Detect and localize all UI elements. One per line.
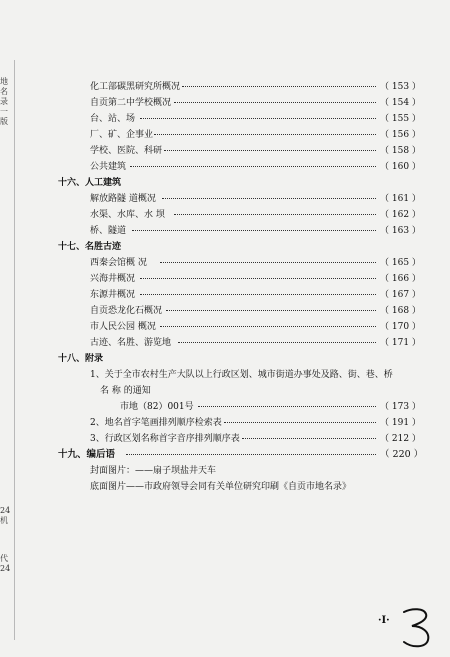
leader-dots [162,198,376,199]
edge-mark: 一 [0,107,8,116]
section-number: 十七、 [58,242,86,252]
entry-title: 厂、矿、企事业 [90,130,154,140]
toc-entry[interactable] [90,224,430,238]
entry-title: 台、站、场 [90,114,136,124]
entry-page: （ 171 ） [380,338,421,348]
section-title: 人工建筑 [85,178,122,188]
entry-page: （ 158 ） [380,146,421,156]
entry-page: （ 163 ） [380,226,421,236]
edge-mark: 24 [0,564,11,573]
leader-dots [164,150,376,151]
toc-entry[interactable] [90,320,430,334]
entry-page: （ 165 ） [380,258,421,268]
entry-page: （ 161 ） [380,194,421,204]
toc-entry[interactable] [90,112,430,126]
appendix-item-1-line1[interactable]: 1、关于全市农村生产大队以上行政区划、城市街道办事处及路、街、巷、桥 [90,370,393,380]
entry-title: 自贡恐龙化石概况 [90,306,163,316]
entry-title: 公共建筑 [90,162,127,172]
binding-line [14,60,15,640]
entry-title: 化工部碳黑研究所概况 [90,82,181,92]
toc-entry[interactable] [90,96,430,110]
leader-dots [224,422,376,423]
entry-title: 市地（82）001号 [120,402,194,412]
entry-page: （ 166 ） [380,274,421,284]
cover-front-caption: 封面图片：——扇子坝盐井天车 [90,466,217,476]
entry-title: 学校、医院、科研 [90,146,163,156]
toc-entry[interactable] [90,80,430,94]
leader-dots [242,438,376,439]
leader-dots [174,102,376,103]
section-number: 十九、 [58,449,87,460]
binding-edge [0,60,18,640]
leader-dots [140,294,376,295]
entry-page: （ 154 ） [380,98,421,108]
leader-dots [140,118,376,119]
leader-dots [174,214,376,215]
entry-title: 解放路隧 道概况 [90,194,156,204]
entry-page: （ 167 ） [380,290,421,300]
handwritten-number-mark [398,606,434,650]
appendix-item-1-line2: 名 称 的通知 [100,386,151,396]
entry-page: （ 212 ） [380,434,421,444]
entry-title: 市人民公园 概况 [90,322,156,332]
leader-dots [126,454,376,455]
entry-page: （ 191 ） [380,418,421,428]
toc-entry[interactable] [58,448,430,462]
entry-page: （ 156 ） [380,130,421,140]
leader-dots [132,230,376,231]
entry-title: 西秦会馆概 况 [90,258,147,268]
leader-dots [182,86,376,87]
section-title: 名胜古迹 [85,242,122,252]
cover-back-caption: 底面图片——市政府领导会同有关单位研究印刷《自贡市地名录》 [90,482,352,492]
leader-dots [178,342,376,343]
section-heading [58,352,103,366]
page-folio: ·I· [378,615,390,626]
entry-title: 古迹、名胜、游览地 [90,338,172,348]
section-number: 十八、 [58,354,86,364]
leader-dots [130,166,376,167]
edge-mark: 24 [0,506,11,515]
entry-page: （ 153 ） [380,82,421,92]
leader-dots [140,278,376,279]
entry-page: （ 220 ） [380,449,424,460]
entry-title: 自贡第二中学校概况 [90,98,172,108]
toc-entry[interactable] [90,144,430,158]
entry-page: （ 168 ） [380,306,421,316]
section-heading [58,240,121,254]
section-number: 十六、 [58,178,86,188]
toc-entry[interactable] [90,304,430,318]
toc-entry[interactable] [90,416,430,430]
section-heading [58,448,115,462]
leader-dots [154,134,376,135]
edge-mark: 机 [0,516,8,525]
leader-dots [166,310,376,311]
toc-entry[interactable] [120,400,430,414]
leader-dots [198,406,376,407]
entry-title: 兴海井概况 [90,274,136,284]
toc-entry[interactable] [90,160,430,174]
entry-title: 东源井概况 [90,290,136,300]
entry-title: 水渠、水库、水 坝 [90,210,165,220]
edge-mark: 录 [0,97,8,106]
edge-mark: 代 [0,554,8,563]
section-title: 附录 [85,354,104,364]
entry-title: 3、行政区划名称首字音序排列顺序表 [90,434,240,444]
entry-page: （ 173 ） [380,402,421,412]
entry-title: 桥、隧道 [90,226,127,236]
toc-entry[interactable] [90,432,430,446]
toc-entry[interactable] [90,192,430,206]
toc-entry[interactable] [90,272,430,286]
toc-entry[interactable] [90,208,430,222]
toc-entry[interactable] [90,288,430,302]
edge-mark: 版 [0,117,8,126]
entry-page: （ 155 ） [380,114,421,124]
edge-mark: 名 [0,87,8,96]
entry-page: （ 162 ） [380,210,421,220]
section-heading [58,176,121,190]
leader-dots [160,326,376,327]
entry-title: 2、地名首字笔画排列顺序检索表 [90,418,222,428]
leader-dots [160,262,376,263]
section-title: 编后语 [86,449,116,460]
toc-entry[interactable] [90,128,430,142]
entry-page: （ 160 ） [380,162,421,172]
toc-entry[interactable] [90,336,430,350]
toc-entry[interactable] [90,256,430,270]
entry-page: （ 170 ） [380,322,421,332]
edge-mark: 地 [0,77,8,86]
